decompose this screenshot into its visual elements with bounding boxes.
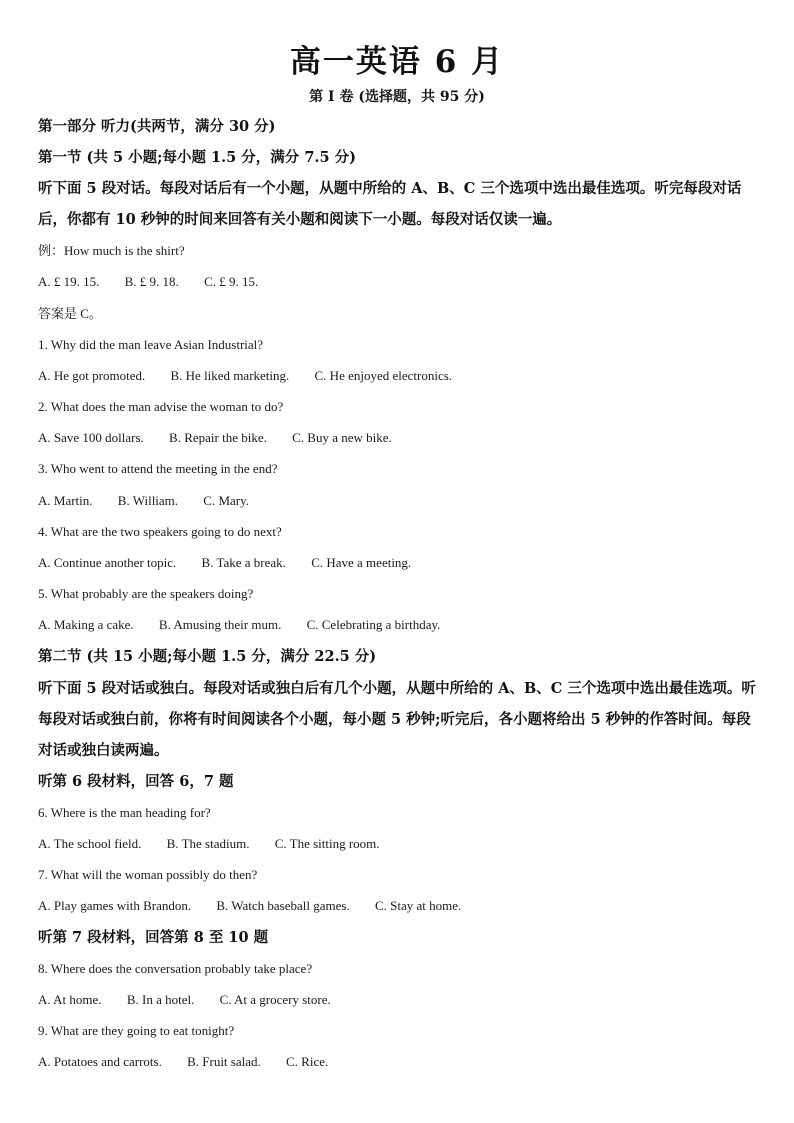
option: C. He enjoyed electronics. bbox=[314, 368, 453, 383]
section1-instruction: 听下面 5 段对话。每段对话后有一个小题，从题中所给的 A、B、C 三个选项中选出最佳选项。听完每段对话后，你都有 10 秒钟的时间来回答有关小题和阅读下一小题。每段对话仅读一遍。 bbox=[38, 180, 742, 228]
question: 9. What are they going to eat tonight? bbox=[38, 1023, 235, 1038]
option: A. Save 100 dollars. bbox=[38, 430, 144, 445]
part-heading: 第一部分 听力(共两节，满分 30 分) bbox=[38, 118, 276, 135]
option: A. Martin. bbox=[38, 493, 93, 508]
question-options bbox=[38, 991, 758, 1009]
option: B. Watch baseball games. bbox=[216, 898, 350, 913]
question: 7. What will the woman possibly do then? bbox=[38, 867, 258, 882]
option: B. £ 9. 18. bbox=[124, 274, 179, 289]
section2-instruction: 听下面 5 段对话或独白。每段对话或独白后有几个小题，从题中所给的 A、B、C 三个选项中选出最佳选项。听每段对话或独白前，你将有时间阅读各个小题，每小题 5 秒钟;听完后，各小题将给出 5 秒钟的作答时间。每段对话或独白读两遍。 bbox=[38, 680, 756, 759]
section1-heading: 第一节 (共 5 小题;每小题 1.5 分，满分 7.5 分) bbox=[38, 149, 356, 166]
question-options bbox=[38, 492, 758, 510]
option: B. Repair the bike. bbox=[169, 430, 267, 445]
option: A. Play games with Brandon. bbox=[38, 898, 192, 913]
option: A. £ 19. 15. bbox=[38, 274, 100, 289]
question: 4. What are the two speakers going to do next? bbox=[38, 524, 282, 539]
option: B. The stadium. bbox=[166, 836, 250, 851]
question: 3. Who went to attend the meeting in the end? bbox=[38, 461, 278, 476]
example-answer: 答案是 C。 bbox=[38, 306, 102, 321]
option: C. The sitting room. bbox=[274, 836, 380, 851]
option: A. Continue another topic. bbox=[38, 555, 177, 570]
question-options bbox=[38, 367, 758, 385]
option: A. Making a cake. bbox=[38, 617, 134, 632]
question-options bbox=[38, 429, 758, 447]
option: C. Stay at home. bbox=[374, 898, 462, 913]
section2-heading: 第二节 (共 15 小题;每小题 1.5 分，满分 22.5 分) bbox=[38, 648, 377, 665]
question-options bbox=[38, 1053, 758, 1071]
option: B. In a hotel. bbox=[126, 992, 195, 1007]
option: B. William. bbox=[117, 493, 179, 508]
option: C. Buy a new bike. bbox=[292, 430, 392, 445]
option: C. Have a meeting. bbox=[311, 555, 412, 570]
option: A. He got promoted. bbox=[38, 368, 146, 383]
option: C. Mary. bbox=[203, 493, 250, 508]
option: B. Amusing their mum. bbox=[158, 617, 282, 632]
question-options bbox=[38, 554, 758, 572]
option: B. Take a break. bbox=[201, 555, 286, 570]
question-options bbox=[38, 616, 758, 634]
option: C. At a grocery store. bbox=[219, 992, 331, 1007]
option: A. The school field. bbox=[38, 836, 142, 851]
question: 6. Where is the man heading for? bbox=[38, 805, 211, 820]
page-title: 高一英语 6 月 bbox=[289, 44, 505, 80]
question-options bbox=[38, 835, 758, 853]
question: 2. What does the man advise the woman to do? bbox=[38, 399, 284, 414]
example-options bbox=[38, 273, 758, 291]
question: 1. Why did the man leave Asian Industrial? bbox=[38, 337, 264, 352]
option: A. Potatoes and carrots. bbox=[38, 1054, 162, 1069]
option: A. At home. bbox=[38, 992, 102, 1007]
example-question: 例：How much is the shirt? bbox=[38, 243, 185, 258]
option: C. Celebrating a birthday. bbox=[306, 617, 441, 632]
material-heading: 听第 6 段材料，回答 6，7 题 bbox=[38, 773, 234, 790]
page-subtitle: 第 I 卷 (选择题，共 95 分) bbox=[309, 89, 485, 105]
question: 5. What probably are the speakers doing? bbox=[38, 586, 254, 601]
question-options bbox=[38, 897, 758, 915]
option: B. He liked marketing. bbox=[170, 368, 290, 383]
option: C. £ 9. 15. bbox=[204, 274, 259, 289]
option: C. Rice. bbox=[286, 1054, 329, 1069]
option: B. Fruit salad. bbox=[187, 1054, 261, 1069]
question: 8. Where does the conversation probably take place? bbox=[38, 961, 313, 976]
material-heading: 听第 7 段材料，回答第 8 至 10 题 bbox=[38, 929, 269, 946]
